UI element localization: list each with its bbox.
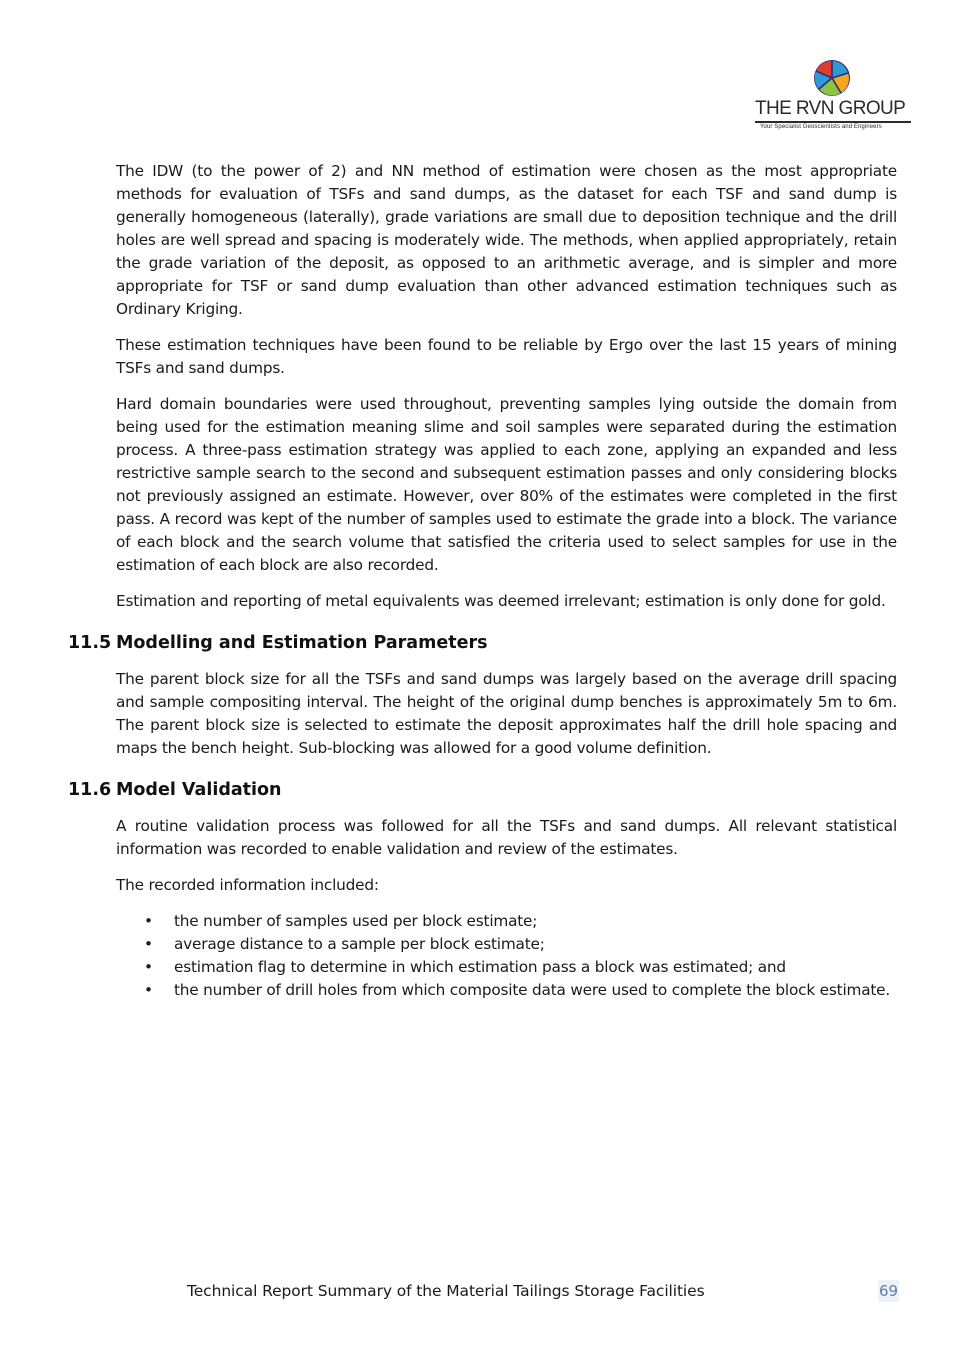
list-item-text: estimation flag to determine in which estimation pass a block was estimated; and (174, 958, 786, 976)
footer-report-title: Technical Report Summary of the Material Tailings Storage Facilities (187, 1282, 705, 1300)
section-heading-11-6 (68, 778, 897, 802)
list-item-text: average distance to a sample per block estimate; (174, 935, 545, 953)
bullet-icon: • (144, 912, 153, 930)
paragraph-estimation-methods: The IDW (to the power of 2) and NN method of estimation were chosen as the most appropriate methods for evaluation of TSFs and sand dumps, as the dataset for each TSF and sand dump is generally homogeneous (laterally), grade variations are small due to deposition technique and the drill holes are well spread and spacing is moderately wide. The methods, when applied appropriately, retain the grade variation of the deposit, as opposed to an arithmetic average, and is simpler and more appropriate for TSF or sand dump evaluation than other advanced estimation techniques such as Ordinary Kriging. (116, 162, 897, 318)
page-number: 69 (879, 1282, 899, 1300)
bullet-icon: • (144, 935, 153, 953)
paragraph-recorded-info: The recorded information included: (116, 876, 379, 894)
bullet-icon: • (144, 958, 153, 976)
paragraph-block-size: The parent block size for all the TSFs and sand dumps was largely based on the average drill spacing and sample compositing interval. The height of the original dump benches is approximately 5m to 6m. The parent block size is selected to estimate the deposit approximates half the drill hole spacing and maps the bench height. Sub-blocking was allowed for a good volume definition. (116, 670, 897, 757)
section-number: 11.5 (68, 633, 112, 653)
list-item-text: the number of samples used per block estimate; (174, 912, 538, 930)
report-content (68, 160, 897, 1002)
list-item (116, 933, 897, 956)
list-item (116, 910, 897, 933)
paragraph-domain-boundaries: Hard domain boundaries were used throughout, preventing samples lying outside the domain from being used for the estimation meaning slime and soil samples were separated during the estimation process. A three-pass estimation strategy was applied to each zone, applying an expanded and less restrictive sample search to the second and subsequent estimation passes and only considering blocks not previously assigned an estimate. However, over 80% of the estimates were completed in the first pass. A record was kept of the number of samples used to estimate the grade into a block. The variance of each block and the search volume that satisfied the criteria used to select samples for use in the estimation of each block are also recorded. (116, 395, 897, 574)
logo-name: THE RVN GROUP (755, 98, 911, 123)
paragraph-metal-equivalents: Estimation and reporting of metal equivalents was deemed irrelevant; estimation is only done for gold. (116, 592, 886, 610)
section-title: Model Validation (116, 780, 282, 800)
list-item (116, 979, 897, 1002)
recorded-info-list (116, 910, 897, 1002)
bullet-icon: • (144, 981, 153, 999)
paragraph-validation-process: A routine validation process was followed for all the TSFs and sand dumps. All relevant statistical information was recorded to enable validation and review of the estimates. (116, 817, 897, 858)
section-heading-11-5 (68, 631, 897, 655)
logo-tagline: Your Specialist Geoscientists and Engineers (760, 124, 882, 130)
list-item-text: the number of drill holes from which composite data were used to complete the block estimate. (174, 981, 891, 999)
section-title: Modelling and Estimation Parameters (116, 633, 488, 653)
rvn-logo-mark-icon (812, 58, 852, 98)
rvn-group-logo (752, 58, 912, 132)
section-number: 11.6 (68, 780, 112, 800)
paragraph-reliability: These estimation techniques have been found to be reliable by Ergo over the last 15 years of mining TSFs and sand dumps. (116, 336, 897, 377)
list-item (116, 956, 897, 979)
